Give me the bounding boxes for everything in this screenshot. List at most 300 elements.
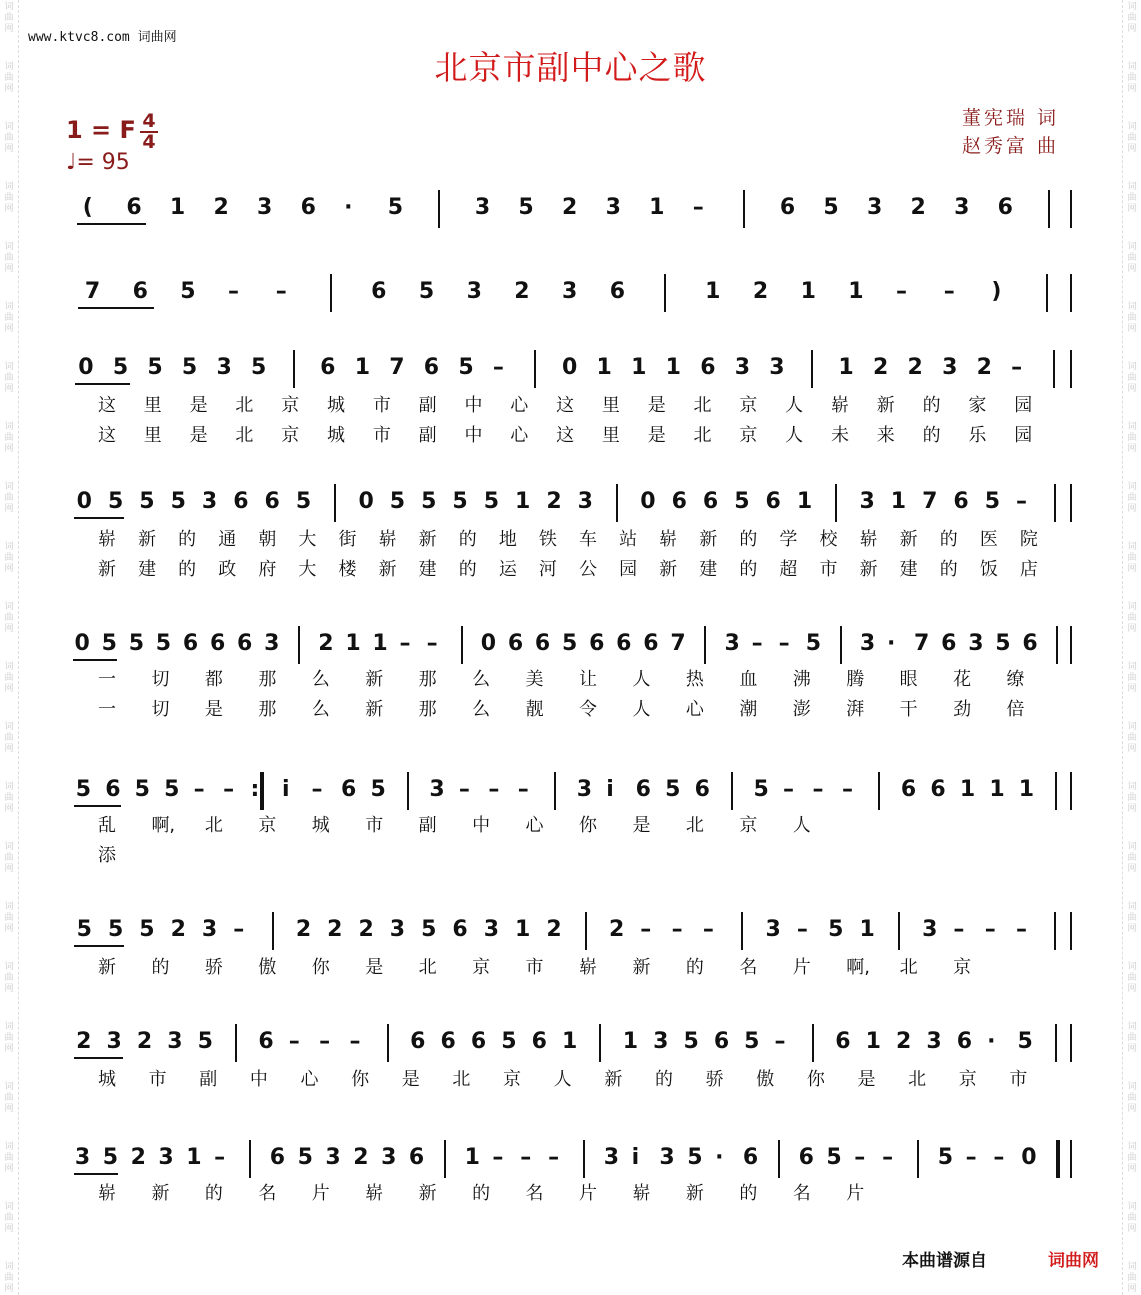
lyric-syllable: 名 — [739, 957, 758, 978]
note: 5 — [112, 355, 129, 380]
note: 5 — [197, 1029, 213, 1054]
lyric-syllable: 北 — [693, 425, 712, 446]
watermark-text: 词 曲 网 — [4, 602, 14, 634]
lyric-syllable: 建 — [699, 559, 718, 580]
lyric-syllable: 的 — [739, 529, 758, 550]
lyric-syllable: 一 — [98, 699, 116, 720]
note: 1 — [622, 1029, 639, 1054]
bar-line — [554, 772, 556, 810]
note: 1 — [665, 355, 681, 380]
beam-line — [74, 945, 124, 947]
note: 5 — [1017, 1029, 1033, 1054]
note: 2 — [546, 489, 562, 514]
note: 0 — [640, 489, 656, 514]
lyric-syllable: 家 — [968, 395, 987, 416]
lyric-syllable: 是 — [365, 957, 384, 978]
watermark-text: 词 曲 网 — [4, 62, 14, 94]
lyric-syllable: 京 — [281, 395, 300, 416]
note: 3 — [968, 631, 984, 656]
bar-line — [898, 912, 900, 950]
watermark-text: 词 曲 网 — [1127, 842, 1137, 874]
note: 1 — [796, 489, 813, 514]
lyric-syllable: 这 — [98, 395, 116, 416]
note: 6 — [269, 1145, 286, 1170]
lyric-syllable: 你 — [311, 957, 330, 978]
note: 1 — [345, 631, 361, 656]
bar-line — [1070, 912, 1072, 950]
note: 6 — [671, 489, 687, 514]
note: 5 — [562, 631, 578, 656]
note: 3 — [605, 195, 621, 220]
lyric-syllable: 么 — [472, 669, 491, 690]
watermark-text: 词 曲 网 — [1127, 1202, 1137, 1234]
lyric-syllable: 崭 — [659, 529, 678, 550]
bar-line — [704, 626, 706, 664]
note: 1 — [705, 279, 721, 304]
beam-line — [74, 1173, 119, 1175]
lyric-syllable: 新 — [418, 529, 437, 550]
beam-line — [73, 659, 116, 661]
lyric-syllable: 骄 — [705, 1069, 724, 1090]
notation-symbol: · — [886, 631, 896, 656]
note: 1 — [169, 195, 186, 220]
note: 3 — [866, 195, 883, 220]
note: 3 — [257, 195, 273, 220]
note: 3 — [264, 631, 280, 656]
notation-symbol: · — [344, 195, 353, 220]
lyric-syllable: 名 — [525, 1183, 544, 1204]
watermark-text: 词 曲 网 — [1127, 62, 1137, 94]
note: 6 — [900, 777, 917, 802]
lyric-syllable: 人 — [785, 425, 804, 446]
lyric-syllable: 是 — [189, 425, 208, 446]
lyric-syllable: 朝 — [258, 529, 277, 550]
notation-symbol: – — [896, 279, 907, 304]
note: 2 — [130, 1145, 146, 1170]
lyric-syllable: 崭 — [632, 1183, 651, 1204]
note: 3 — [603, 1145, 620, 1170]
lyric-syllable: 建 — [138, 559, 157, 580]
note: 5 — [753, 777, 769, 802]
note: 3 — [74, 1145, 91, 1170]
note: 3 — [724, 631, 740, 656]
notation-symbol: – — [692, 195, 704, 220]
notation-symbol: – — [854, 1145, 866, 1170]
note: 5 — [421, 489, 437, 514]
note: 5 — [389, 489, 406, 514]
note: 5 — [128, 631, 144, 656]
lyric-syllable: 新 — [98, 957, 116, 978]
note: 1 — [186, 1145, 202, 1170]
watermark-text: 词 曲 网 — [4, 842, 14, 874]
note: 5 — [518, 195, 534, 220]
lyric-syllable: 倍 — [1006, 699, 1025, 720]
note: 0 — [480, 631, 497, 656]
note: 3 — [769, 355, 785, 380]
lyric-syllable: 运 — [498, 559, 517, 580]
lyric-syllable: 片 — [846, 1183, 865, 1204]
notation-symbol: – — [233, 917, 245, 942]
lyric-syllable: 是 — [632, 815, 651, 836]
watermark-text: 词 曲 网 — [4, 722, 14, 754]
lyric-syllable: 沸 — [792, 669, 811, 690]
note: 6 — [635, 777, 651, 802]
watermark-text: 词 曲 网 — [1127, 1022, 1137, 1054]
notation-symbol: – — [751, 631, 763, 656]
bar-line — [835, 484, 837, 522]
note: 5 — [501, 1029, 517, 1054]
lyric-syllable: 新 — [365, 699, 384, 720]
note: 5 — [805, 631, 822, 656]
note: 2 — [327, 917, 343, 942]
note: 5 — [734, 489, 750, 514]
note: 5 — [687, 1145, 703, 1170]
note: 5 — [826, 1145, 842, 1170]
note: 6 — [452, 917, 468, 942]
lyric-syllable: 建 — [418, 559, 437, 580]
note: 3 — [474, 195, 491, 220]
lyric-syllable: 超 — [779, 559, 798, 580]
note: 5 — [995, 631, 1011, 656]
note: 5 — [251, 355, 267, 380]
note: 5 — [76, 917, 92, 942]
note: 6 — [182, 631, 199, 656]
lyric-syllable: 的 — [458, 529, 477, 550]
note: 6 — [694, 777, 710, 802]
bar-line — [811, 350, 813, 388]
lyric-syllable: 是 — [204, 699, 223, 720]
note: 1 — [515, 489, 531, 514]
watermark-text: 词 曲 网 — [4, 662, 14, 694]
note: 1 — [596, 355, 612, 380]
footer-label: 本曲谱源自 — [902, 1251, 987, 1271]
lyric-syllable: 切 — [151, 669, 170, 690]
note: 3 — [922, 917, 938, 942]
bar-line — [1048, 190, 1050, 228]
footer-site-link[interactable]: 词曲网 — [1048, 1251, 1099, 1271]
lyric-syllable: 是 — [401, 1069, 420, 1090]
bar-line — [1070, 274, 1072, 312]
lyric-syllable: 崭 — [98, 529, 116, 550]
lyric-syllable: 啊, — [846, 957, 870, 978]
time-sig-top: 4 — [142, 110, 156, 132]
watermark-text: 词 曲 网 — [4, 302, 14, 334]
note: 3 — [659, 1145, 675, 1170]
lyric-syllable: 副 — [199, 1069, 218, 1090]
bar-line — [917, 1140, 919, 1178]
lyric-syllable: 心 — [685, 699, 704, 720]
note: 3 — [201, 489, 218, 514]
note: 3 — [653, 1029, 669, 1054]
note: 1 — [562, 1029, 578, 1054]
bar-line — [1055, 772, 1057, 810]
note: 2 — [562, 195, 578, 220]
lyric-syllable: 新 — [151, 1183, 170, 1204]
lyric-syllable: 片 — [311, 1183, 330, 1204]
lyric-syllable: 的 — [458, 559, 477, 580]
lyric-syllable: 里 — [601, 425, 620, 446]
notation-symbol: – — [841, 777, 853, 802]
notation-symbol: – — [1016, 917, 1028, 942]
note: 7 — [389, 355, 405, 380]
note: 7 — [914, 631, 930, 656]
watermark-text: 词 曲 网 — [4, 1022, 14, 1054]
lyric-syllable: 北 — [418, 957, 437, 978]
lyric-syllable: 这 — [556, 425, 575, 446]
note: 5 — [458, 355, 474, 380]
note: 2 — [136, 1029, 153, 1054]
lyric-syllable: 湃 — [846, 699, 865, 720]
lyricist-credit: 董宪瑞 词 — [962, 107, 1060, 129]
lyric-syllable: 市 — [372, 425, 391, 446]
note: 6 — [742, 1145, 759, 1170]
lyric-syllable: 京 — [281, 425, 300, 446]
note: 6 — [700, 355, 716, 380]
note: 6 — [408, 1145, 425, 1170]
note: 0 — [78, 355, 94, 380]
lyric-syllable: 的 — [939, 529, 958, 550]
note: 1 — [838, 355, 854, 380]
lyric-syllable: 令 — [579, 699, 597, 720]
lyric-syllable: 切 — [151, 699, 170, 720]
lyric-syllable: 的 — [654, 1069, 673, 1090]
lyric-syllable: 的 — [151, 957, 170, 978]
note: 5 — [483, 489, 500, 514]
lyric-syllable: 建 — [899, 559, 918, 580]
lyric-syllable: 校 — [819, 529, 838, 550]
bar-line — [1070, 1024, 1072, 1062]
lyric-syllable: 澎 — [792, 699, 811, 720]
lyric-syllable: 城 — [311, 815, 330, 836]
notation-symbol: – — [492, 355, 504, 380]
lyric-syllable: 那 — [258, 699, 277, 720]
bar-line — [743, 190, 745, 228]
note: 6 — [941, 631, 957, 656]
note: 6 — [423, 355, 440, 380]
bar-line — [878, 772, 880, 810]
lyric-syllable: 花 — [953, 669, 972, 690]
note: 2 — [872, 355, 889, 380]
lyric-syllable: 血 — [739, 669, 758, 690]
lyric-syllable: 眼 — [899, 669, 918, 690]
lyric-syllable: 新 — [365, 669, 384, 690]
note: 3 — [954, 195, 970, 220]
lyric-syllable: 里 — [143, 395, 162, 416]
lyric-syllable: 新 — [98, 559, 116, 580]
notation-symbol: – — [214, 1145, 226, 1170]
bar-line — [387, 1024, 389, 1062]
note: 6 — [643, 631, 659, 656]
lyric-syllable: 通 — [218, 529, 237, 550]
lyric-syllable: 潮 — [739, 699, 758, 720]
lyric-syllable: 名 — [258, 1183, 277, 1204]
lyric-syllable: 人 — [792, 815, 811, 836]
credits — [962, 104, 1059, 160]
note: 0 — [74, 631, 90, 656]
notation-symbol: – — [1016, 489, 1028, 514]
lyric-syllable: 里 — [601, 395, 620, 416]
note: 6 — [264, 489, 280, 514]
note: 6 — [340, 777, 357, 802]
lyric-syllable: 片 — [792, 957, 811, 978]
watermark-text: 词 曲 网 — [1127, 722, 1137, 754]
lyric-syllable: 你 — [806, 1069, 825, 1090]
watermark-text: 词 曲 网 — [1127, 782, 1137, 814]
lyric-syllable: 市 — [372, 395, 391, 416]
note: 5 — [828, 917, 844, 942]
notation-symbol: – — [193, 777, 205, 802]
watermark-text: 词 曲 网 — [1127, 422, 1137, 454]
lyric-syllable: 腾 — [846, 669, 865, 690]
bar-line — [1054, 912, 1056, 950]
lyric-syllable: 劲 — [953, 699, 972, 720]
lyric-syllable: 市 — [525, 957, 544, 978]
lyric-syllable: 饭 — [979, 559, 998, 580]
note: 6 — [609, 279, 626, 304]
lyric-syllable: 乱 — [98, 815, 116, 836]
watermark-text: 词 曲 网 — [1127, 902, 1137, 934]
repeat-dots: : — [250, 777, 260, 802]
bar-line — [407, 772, 409, 810]
lyric-syllable: 北 — [452, 1069, 471, 1090]
notation-symbol: – — [993, 1145, 1005, 1170]
watermark-text: 词 曲 网 — [4, 362, 14, 394]
note: 3 — [167, 1029, 183, 1054]
beam-line — [78, 307, 154, 309]
note: 5 — [101, 631, 117, 656]
note: 2 — [976, 355, 992, 380]
lyric-syllable: 是 — [857, 1069, 876, 1090]
lyric-syllable: 城 — [327, 425, 346, 446]
watermark-text: 词 曲 网 — [4, 1082, 14, 1114]
lyric-syllable: 啊, — [151, 815, 176, 836]
lyric-syllable: 北 — [899, 957, 918, 978]
lyric-syllable: 的 — [922, 395, 941, 416]
lyric-syllable: 中 — [464, 395, 483, 416]
lyric-syllable: 园 — [619, 559, 638, 580]
lyric-syllable: 京 — [953, 957, 972, 978]
notation-symbol: – — [953, 917, 965, 942]
bar-line — [260, 772, 264, 810]
bar-line — [1046, 274, 1048, 312]
note: 6 — [233, 489, 249, 514]
watermark-text: 词 曲 网 — [4, 482, 14, 514]
lyric-syllable: 新 — [699, 529, 718, 550]
bar-line — [1070, 350, 1072, 388]
notation-symbol: – — [796, 917, 808, 942]
bar-line — [616, 484, 618, 522]
lyric-syllable: 热 — [685, 669, 704, 690]
note: 2 — [752, 279, 769, 304]
lyric-syllable: 铁 — [538, 529, 557, 550]
notation-symbol: – — [349, 1029, 361, 1054]
bar-line — [1070, 772, 1072, 810]
note: 1 — [989, 777, 1005, 802]
notation-symbol: – — [228, 279, 239, 304]
lyric-syllable: 府 — [258, 559, 277, 580]
lyric-syllable: 楼 — [338, 559, 357, 580]
notation-symbol: – — [671, 917, 683, 942]
lyric-syllable: 北 — [235, 425, 254, 446]
note: 5 — [452, 489, 468, 514]
note: 3 — [576, 777, 593, 802]
watermark-text: 词 曲 网 — [1127, 302, 1137, 334]
note: 0 — [1021, 1145, 1037, 1170]
bar-line — [840, 626, 842, 664]
bar-line — [1054, 484, 1056, 522]
note: 5 — [139, 917, 155, 942]
note: 1 — [865, 1029, 881, 1054]
watermark-text: 词 曲 网 — [4, 122, 14, 154]
time-sig-bottom: 4 — [140, 131, 158, 152]
lyric-syllable: 城 — [98, 1069, 116, 1090]
note: 6 — [132, 279, 148, 304]
note: 2 — [353, 1145, 369, 1170]
lyric-syllable: 的 — [922, 425, 941, 446]
lyric-syllable: 一 — [98, 669, 116, 690]
watermark-text: 词 曲 网 — [1127, 2, 1137, 34]
note: 5 — [180, 279, 196, 304]
bar-line — [583, 1140, 585, 1178]
note: 6 — [765, 489, 781, 514]
bar-line — [812, 1024, 814, 1062]
time-signature — [140, 112, 158, 152]
note: 3 — [466, 279, 482, 304]
lyric-syllable: 车 — [579, 529, 597, 550]
note: 2 — [546, 917, 562, 942]
lyric-syllable: 你 — [351, 1069, 370, 1090]
lyric-syllable: 地 — [498, 529, 517, 550]
note: 6 — [320, 355, 336, 380]
note: 5 — [147, 355, 163, 380]
note: 5 — [370, 777, 386, 802]
watermark-text: 词 曲 网 — [1127, 1262, 1137, 1294]
notation-symbol: – — [311, 777, 323, 802]
note: 5 — [164, 777, 180, 802]
note: 6 — [105, 777, 121, 802]
watermark-text: 词 曲 网 — [1127, 1082, 1137, 1114]
lyric-syllable: 副 — [418, 815, 437, 836]
lyric-syllable: 北 — [204, 815, 223, 836]
notation-symbol: ( — [82, 195, 93, 220]
lyric-syllable: 崭 — [579, 957, 597, 978]
lyric-syllable: 添 — [98, 845, 116, 866]
note: 2 — [910, 195, 926, 220]
note: 5 — [181, 355, 198, 380]
note: 1 — [959, 777, 976, 802]
bar-line — [1070, 484, 1072, 522]
notation-symbol: – — [640, 917, 652, 942]
lyric-syllable: 学 — [779, 529, 798, 550]
lyric-syllable: 的 — [685, 957, 704, 978]
lyric-syllable: 中 — [464, 425, 483, 446]
lyric-syllable: 大 — [298, 559, 317, 580]
lyric-syllable: 中 — [472, 815, 491, 836]
note: 3 — [734, 355, 751, 380]
lyric-syllable: 医 — [979, 529, 998, 550]
lyric-syllable: 院 — [1019, 529, 1038, 550]
source-url[interactable]: www.ktvc8.com 词曲网 — [28, 30, 177, 45]
watermark-text: 词 曲 网 — [1127, 242, 1137, 274]
lyric-syllable: 中 — [249, 1069, 268, 1090]
lyric-syllable: 新 — [876, 395, 895, 416]
lyric-syllable: 未 — [830, 425, 849, 446]
watermark-text: 词 曲 网 — [1127, 122, 1137, 154]
lyric-syllable: 京 — [958, 1069, 977, 1090]
lyric-syllable: 京 — [258, 815, 277, 836]
note: 6 — [930, 777, 946, 802]
note: 3 — [765, 917, 781, 942]
